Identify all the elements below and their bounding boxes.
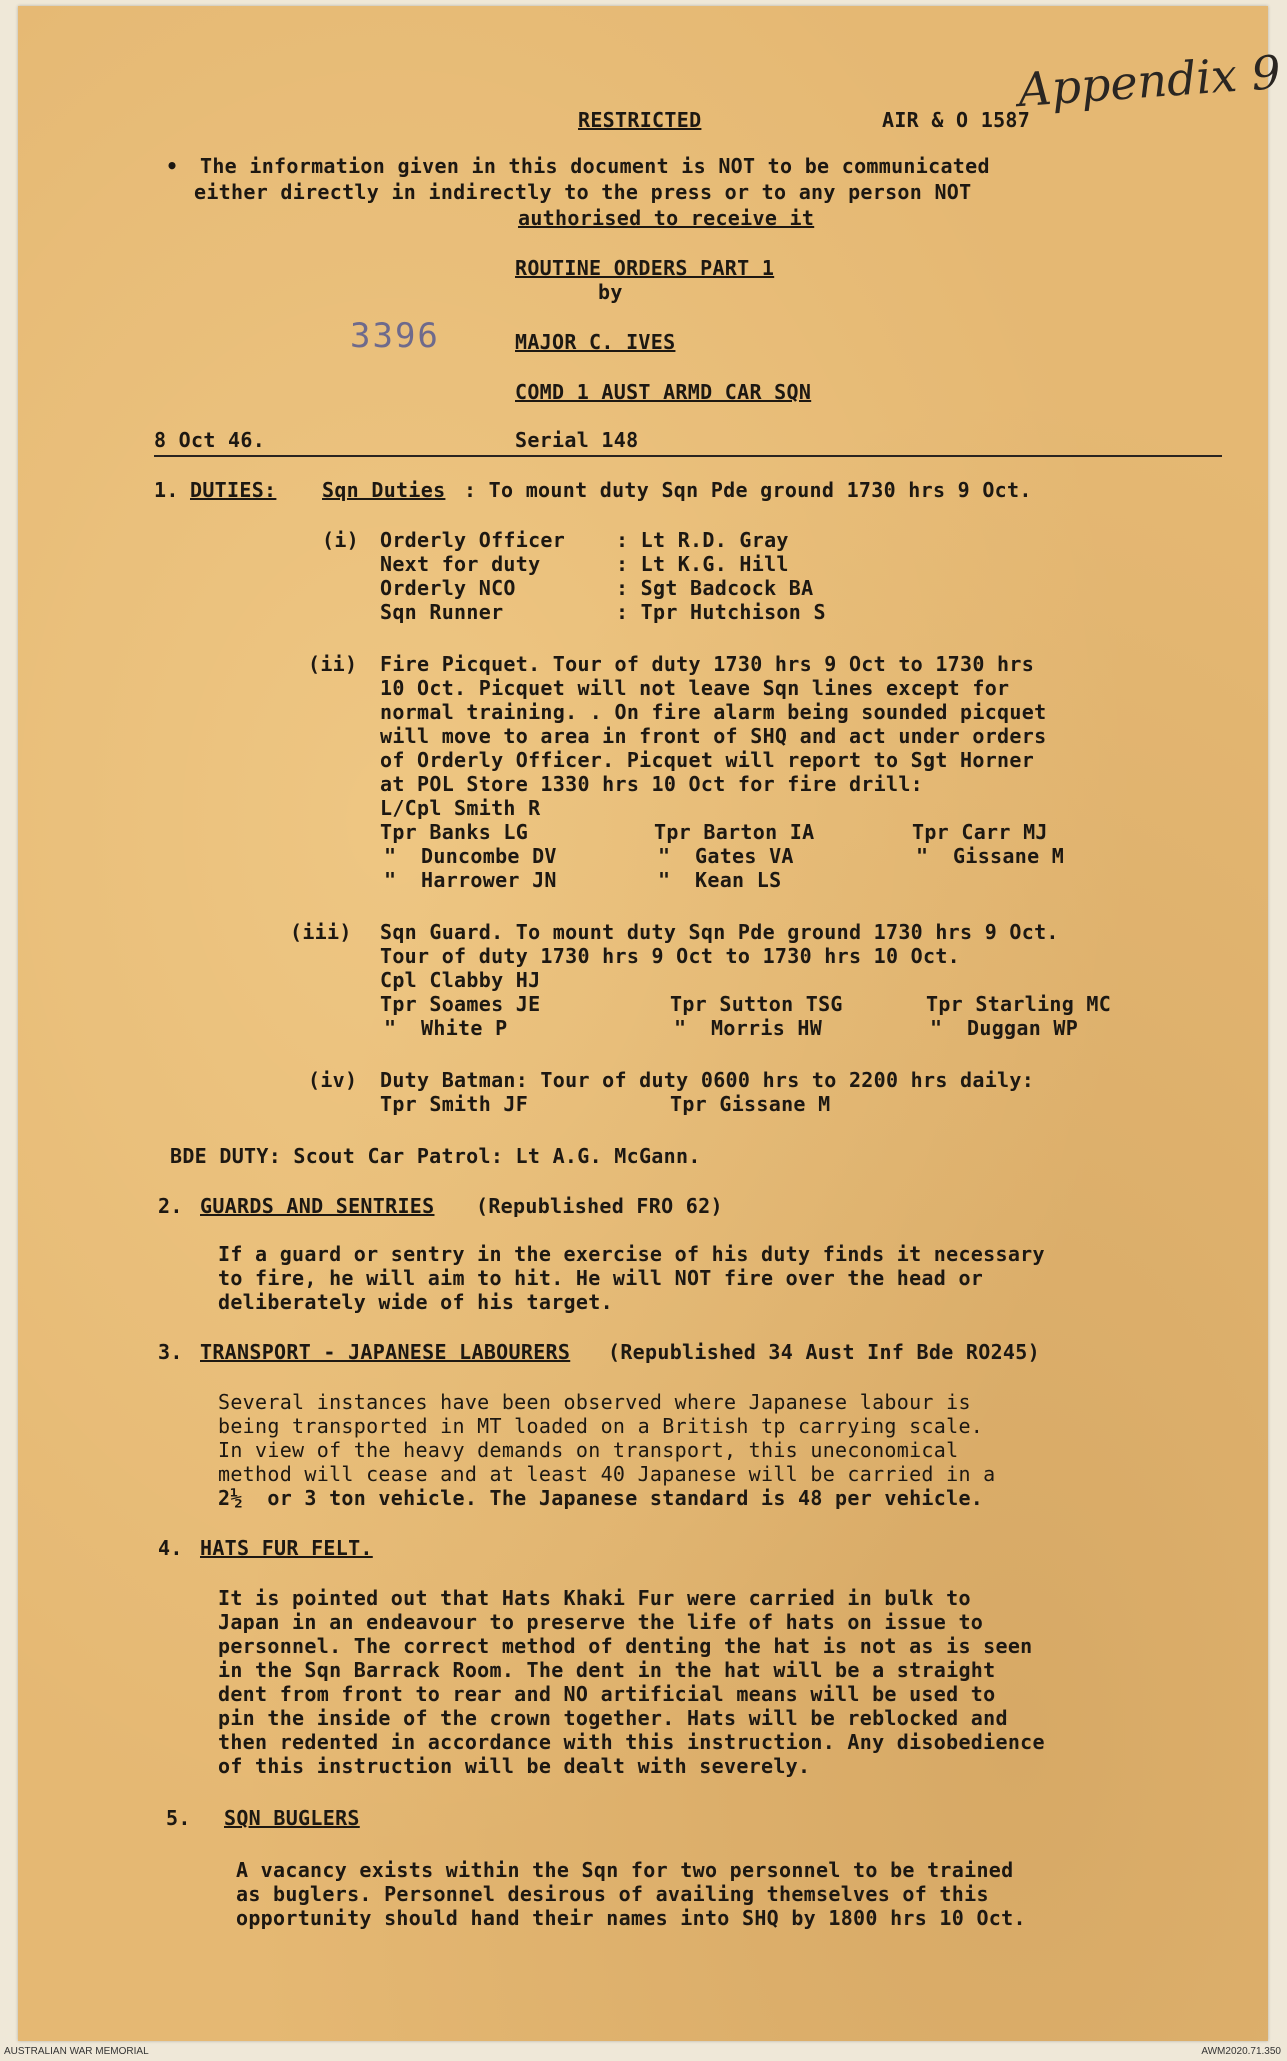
classification-label: RESTRICTED [578,108,702,132]
section-4-line: It is pointed out that Hats Khaki Fur were carried in bulk to [218,1586,971,1610]
guard-member: Tpr Sutton TSG [670,992,843,1016]
warning-line-1: The information given in this document is NOT to be communicated [200,154,990,178]
section-3-heading: TRANSPORT - JAPANESE LABOURERS [200,1340,571,1364]
section-4-line: Japan in an endeavour to preserve the life of hats on issue to [218,1610,984,1634]
picquet-member: Tpr Banks LG [380,820,529,844]
section-3-number: 3. [158,1340,183,1364]
batman-marker: (iv) [308,1068,358,1092]
section-4-heading: HATS FUR FELT. [200,1536,373,1560]
fire-picquet-line: normal training. . On fire alarm being sounded picquet [380,700,1047,724]
sqn-guard-line: Sqn Guard. To mount duty Sqn Pde ground 1730 hrs 9 Oct. [380,920,1059,944]
bullet-mark: • [166,154,179,178]
fire-picquet-line: Fire Picquet. Tour of duty 1730 hrs 9 Oct to 1730 hrs [380,652,1035,676]
section-4-line: of this instruction will be dealt with severely. [218,1754,811,1778]
section-5-line: as buglers. Personnel desirous of availing themselves of this [236,1882,989,1906]
section-4-line: then redented in accordance with this instruction. Any disobedience [218,1730,1045,1754]
picquet-member: " Gates VA [658,844,794,868]
commander-name: MAJOR C. IVES [515,330,676,354]
warning-line-3: authorised to receive it [518,206,815,230]
section-4-line: in the Sqn Barrack Room. The dent in the hat will be a straight [218,1658,996,1682]
batman-member: Tpr Gissane M [670,1092,831,1116]
section-2-line: deliberately wide of his target. [218,1290,613,1314]
picquet-member: " Duncombe DV [384,844,557,868]
section-5-line: A vacancy exists within the Sqn for two personnel to be trained [236,1858,1014,1882]
fire-picquet-line: 10 Oct. Picquet will not leave Sqn lines except for [380,676,1010,700]
roster-role: Orderly Officer [380,528,566,552]
section-3-line: Several instances have been observed where Japanese labour is [218,1390,971,1414]
section-5-number: 5. [166,1806,191,1830]
fire-picquet-marker: (ii) [308,652,358,676]
roster-name: : Tpr Hutchison S [616,600,826,624]
reference-number: AIR & O 1587 [882,108,1031,132]
batman-member: Tpr Smith JF [380,1092,529,1116]
unit-name: COMD 1 AUST ARMD CAR SQN [515,380,812,404]
roster-role: Sqn Runner [380,600,504,624]
header-divider [154,455,1222,457]
roster-marker: (i) [322,528,360,552]
section-4-line: personnel. The correct method of denting the hat is not as is seen [218,1634,1033,1658]
guard-member: Tpr Starling MC [926,992,1112,1016]
section-4-line: pin the inside of the crown together. Hats will be reblocked and [218,1706,1008,1730]
bde-duty: BDE DUTY: Scout Car Patrol: Lt A.G. McGann. [170,1144,701,1168]
serial-number: Serial 148 [515,428,639,452]
section-3-line: being transported in MT loaded on a British tp carrying scale. [218,1414,984,1438]
guard-member: " Morris HW [674,1016,823,1040]
section-2-number: 2. [158,1194,183,1218]
guard-member: Tpr Soames JE [380,992,541,1016]
section-1-heading: DUTIES: [190,478,277,502]
section-4-line: dent from front to rear and NO artificial means will be used to [218,1682,996,1706]
order-title: ROUTINE ORDERS PART 1 [515,256,775,280]
section-3-line: In view of the heavy demands on transport, this uneconomical [218,1438,959,1462]
section-1-intro: : To mount duty Sqn Pde ground 1730 hrs 9 Oct. [464,478,1032,502]
order-date: 8 Oct 46. [154,428,266,452]
warning-line-2: either directly in indirectly to the press or to any person NOT [194,180,972,204]
batman-line: Duty Batman: Tour of duty 0600 hrs to 2200 hrs daily: [380,1068,1035,1092]
archive-footer-right: AWM2020.71.350 [1201,2046,1281,2057]
fire-picquet-line: will move to area in front of SHQ and act under orders [380,724,1047,748]
roster-role: Next for duty [380,552,541,576]
picquet-member: " Kean LS [658,868,782,892]
section-5-heading: SQN BUGLERS [224,1806,360,1830]
guard-member: " Duggan WP [930,1016,1079,1040]
handwritten-appendix-note: Appendix 9 [1016,44,1283,118]
section-2-heading: GUARDS AND SENTRIES [200,1194,435,1218]
sqn-guard-marker: (iii) [290,920,352,944]
section-3-line: 2½ or 3 ton vehicle. The Japanese standard is 48 per vehicle. [218,1486,984,1510]
registration-stamp: 3396 [350,316,440,356]
roster-name: : Lt K.G. Hill [616,552,789,576]
section-5-line: opportunity should hand their names into SHQ by 1800 hrs 10 Oct. [236,1906,1026,1930]
picquet-member: Tpr Carr MJ [912,820,1048,844]
section-3-line: method will cease and at least 40 Japanese will be carried in a [218,1462,996,1486]
order-by: by [598,280,623,304]
section-2-line: to fire, he will aim to hit. He will NOT fire over the head or [218,1266,984,1290]
section-1-subheading: Sqn Duties [322,478,446,502]
fire-picquet-line: at POL Store 1330 hrs 10 Oct for fire drill: [380,772,924,796]
sqn-guard-line: Cpl Clabby HJ [380,968,541,992]
fire-picquet-line: of Orderly Officer. Picquet will report to Sgt Horner [380,748,1035,772]
fire-picquet-line: L/Cpl Smith R [380,796,541,820]
section-2-line: If a guard or sentry in the exercise of his duty finds it necessary [218,1242,1045,1266]
roster-role: Orderly NCO [380,576,516,600]
section-2-note: (Republished FRO 62) [476,1194,723,1218]
section-3-note: (Republished 34 Aust Inf Bde RO245) [608,1340,1040,1364]
roster-name: : Sgt Badcock BA [616,576,814,600]
guard-member: " White P [384,1016,508,1040]
section-4-number: 4. [158,1536,183,1560]
section-1-number: 1. [154,478,179,502]
picquet-member: " Harrower JN [384,868,557,892]
archive-footer-left: AUSTRALIAN WAR MEMORIAL [4,2046,149,2057]
picquet-member: Tpr Barton IA [654,820,815,844]
sqn-guard-line: Tour of duty 1730 hrs 9 Oct to 1730 hrs 10 Oct. [380,944,961,968]
roster-name: : Lt R.D. Gray [616,528,789,552]
document-page [18,6,1283,2041]
picquet-member: " Gissane M [916,844,1065,868]
